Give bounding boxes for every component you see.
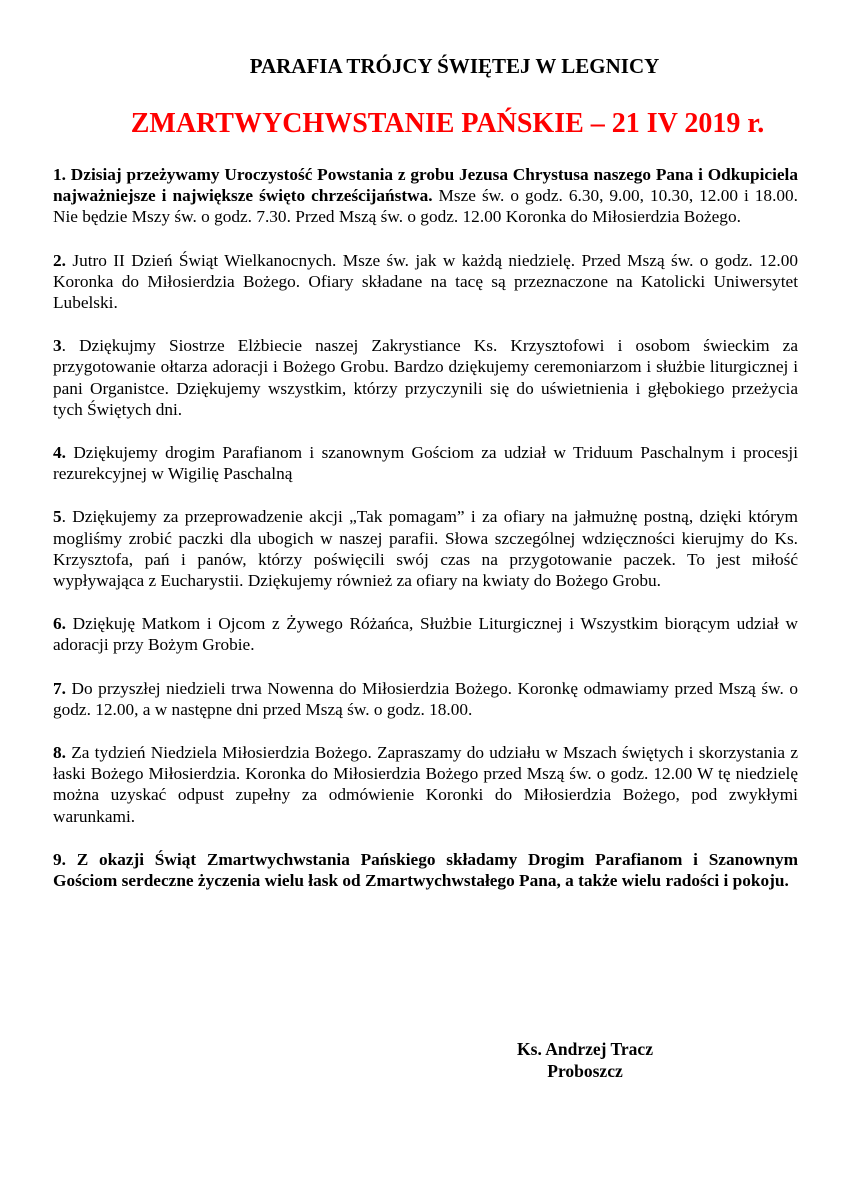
item-text: Jutro II Dzień Świąt Wielkanocnych. Msze św. jak w każdą niedzielę. Przed Mszą św. o godz. 12.00 Koronka do Miłosierdzia Bożego. Ofiary składane na tacę są przeznaczone na Katolicki Uniwersytet Lubelski.: [53, 250, 798, 313]
parish-title: PARAFIA TRÓJCY ŚWIĘTEJ W LEGNICY: [249, 54, 660, 78]
item-number: 7.: [53, 678, 66, 698]
announcement-item-4: [53, 442, 798, 484]
announcement-item-2: [53, 250, 798, 314]
item-text: Do przyszłej niedzieli trwa Nowenna do Miłosierdzia Bożego. Koronkę odmawiamy przed Mszą św. o godz. 12.00, a w następne dni przed Mszą św. o godz. 18.00.: [53, 678, 798, 719]
announcement-item-9: [53, 849, 798, 891]
item-text: Za tydzień Niedziela Miłosierdzia Bożego. Zapraszamy do udziału w Mszach świętych i skorzystania z łaski Bożego Miłosierdzia. Koronka do Miłosierdzia Bożego przed Mszą św. o godz. 12.00 W tę niedzielę można uzyskać odpust zupełny za odmówienie Koronki do Miłosierdzia Bożego, pod zwykłymi warunkami.: [53, 743, 798, 826]
signature-name: Ks. Andrzej Tracz: [517, 1039, 653, 1059]
item-lead: Z okazji Świąt Zmartwychwstania Pańskiego składamy Drogim Parafianom i Szanownym Gościom serdeczne życzenia wielu łask od Zmartwychwstałego Pana, a także wielu radości i pokoju.: [53, 849, 798, 891]
item-text: Msze św. o godz. 6.30, 9.00, 10.30, 12.00 i 18.00. Nie będzie Mszy św. o godz. 7.30. Przed Mszą św. o godz. 12.00 Koronka do Miłosierdzia Bożego.: [53, 186, 798, 227]
item-number: 3: [53, 336, 62, 356]
signature-block: [470, 1038, 700, 1082]
feast-subtitle: ZMARTWYCHWSTANIE PAŃSKIE – 21 IV 2019 r.: [130, 108, 765, 139]
item-text: Dziękujemy drogim Parafianom i szanownym Gościom za udział w Triduum Paschalnym i procesji rezurekcyjnej w Wigilię Paschalną: [53, 443, 798, 484]
item-number: 1.: [53, 165, 66, 184]
announcement-item-7: [53, 678, 798, 720]
item-number: 4.: [53, 443, 66, 463]
announcement-item-5: [53, 506, 798, 591]
item-number: 6.: [53, 614, 66, 634]
item-text: . Dziękujemy za przeprowadzenie akcji „Tak pomagam” i za ofiary na jałmużnę postną, dzięki którym mogliśmy zrobić paczki dla ubogich w naszej parafii. Słowa szczególnej wdzięczności kierujmy do Ks. Krzysztofa, pań i panów, którzy poświęcili swój czas na przygotowanie paczek. To jest miłość wypływająca z Eucharystii. Dziękujemy również za ofiary na kwiaty do Bożego Grobu.: [53, 507, 798, 591]
item-number: 9.: [53, 849, 66, 869]
item-number: 2.: [53, 250, 66, 270]
item-text: . Dziękujmy Siostrze Elżbiecie naszej Zakrystiance Ks. Krzysztofowi i osobom świeckim za przygotowanie ołtarza adoracji i Bożego Grobu. Bardzo dziękujemy ceremoniarzom i służbie liturgicznej i pani Organistce. Dziękujemy wszystkim, którzy przyczynili się do uświetnienia i głębokiego przeżycia tych Świętych dni.: [53, 336, 798, 419]
item-lead: Dzisiaj przeżywamy Uroczystość Powstania z grobu Jezusa Chrystusa naszego Pana i Odkupiciela najważniejsze i największe święto chrześcijaństwa.: [53, 165, 799, 206]
announcement-item-6: [53, 613, 798, 655]
announcement-list: [53, 164, 798, 913]
item-number: 8.: [53, 743, 66, 763]
signature-role: Proboszcz: [547, 1061, 623, 1081]
item-text: Dziękuję Matkom i Ojcom z Żywego Różańca, Służbie Liturgicznej i Wszystkim biorącym udział w adoracji przy Bożym Grobie.: [53, 614, 798, 655]
announcement-item-1: [53, 164, 798, 228]
announcement-item-8: [53, 742, 798, 827]
announcement-item-3: [53, 335, 798, 420]
item-number: 5: [53, 507, 62, 527]
